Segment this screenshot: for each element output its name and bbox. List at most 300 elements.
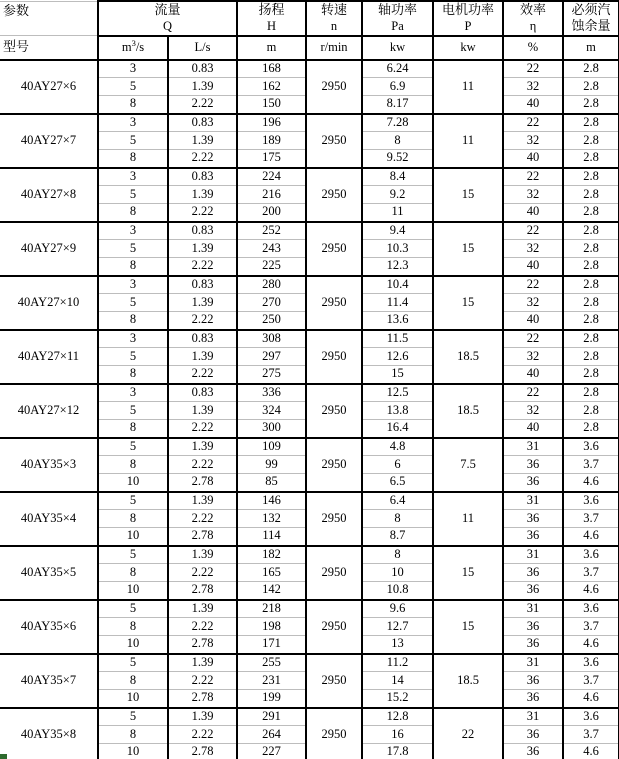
efficiency-cell: 36 [503,528,563,546]
head-cell: 324 [237,402,306,420]
shaft-power-cell: 11.2 [362,654,433,672]
head-cell: 216 [237,186,306,204]
motor-power-cell: 11 [433,60,503,114]
flow-ls-cell: 0.83 [168,60,237,78]
flow-m3s-cell: 5 [98,240,168,258]
efficiency-cell: 22 [503,222,563,240]
model-cell: 40AY35×7 [0,654,98,708]
head-cell: 150 [237,96,306,114]
flow-ls-cell: 2.78 [168,582,237,600]
motor-power-cell: 18.5 [433,330,503,384]
efficiency-cell: 22 [503,168,563,186]
head-cell: 196 [237,114,306,132]
flow-ls-cell: 0.83 [168,222,237,240]
shaft-power-cell: 6.9 [362,78,433,96]
flow-m3s-cell: 5 [98,294,168,312]
shaft-power-cell: 13.8 [362,402,433,420]
npsh-label-line2: 蚀余量 [571,18,611,34]
flow-ls-cell: 2.22 [168,150,237,168]
npsh-unit-cell: m [563,36,619,60]
efficiency-cell: 36 [503,672,563,690]
shaft-power-cell: 9.2 [362,186,433,204]
npsh-cell: 2.8 [563,204,619,222]
efficiency-cell: 32 [503,402,563,420]
flow-m3s-cell: 5 [98,186,168,204]
shaft-power-cell: 12.5 [362,384,433,402]
motor-power-cell: 18.5 [433,654,503,708]
flow-m3s-cell: 8 [98,618,168,636]
efficiency-cell: 32 [503,240,563,258]
speed-symbol: n [330,18,338,33]
npsh-cell: 2.8 [563,294,619,312]
flow-m3s-cell: 10 [98,690,168,708]
flow-m3s-cell: 8 [98,564,168,582]
npsh-label-line1: 必须汽 [571,2,611,17]
flow-m3s-cell: 3 [98,168,168,186]
head-cell: 200 [237,204,306,222]
shaft-power-cell: 6.5 [362,474,433,492]
head-cell: 142 [237,582,306,600]
head-cell: 255 [237,654,306,672]
npsh-cell: 2.8 [563,276,619,294]
table-row [0,330,619,348]
shaft-power-cell: 6.4 [362,492,433,510]
efficiency-cell: 22 [503,114,563,132]
motor-power-cell: 18.5 [433,384,503,438]
efficiency-cell: 40 [503,150,563,168]
flow-m3s-cell: 10 [98,582,168,600]
npsh-cell: 2.8 [563,348,619,366]
flow-ls-cell: 2.22 [168,420,237,438]
flow-m3s-cell: 8 [98,204,168,222]
flow-m3s-unit-cell: $m^3/s$ [98,36,168,60]
model-cell: 40AY27×11 [0,330,98,384]
flow-ls-cell: 0.83 [168,330,237,348]
shaft-power-cell: 15 [362,366,433,384]
flow-ls-cell: 0.83 [168,168,237,186]
head-cell: 132 [237,510,306,528]
flow-m3s-cell: 8 [98,420,168,438]
flow-ls-cell: 1.39 [168,438,237,456]
efficiency-cell: 31 [503,708,563,726]
flow-m3s-cell: 8 [98,456,168,474]
speed-cell: 2950 [306,600,362,654]
efficiency-cell: 22 [503,276,563,294]
head-cell: 99 [237,456,306,474]
efficiency-cell: 31 [503,492,563,510]
flow-ls-cell: 1.39 [168,240,237,258]
head-cell: 231 [237,672,306,690]
head-cell: 308 [237,330,306,348]
shaft-power-cell: 10.4 [362,276,433,294]
model-cell: 40AY35×8 [0,708,98,759]
model-cell: 40AY35×3 [0,438,98,492]
flow-ls-cell: 2.22 [168,456,237,474]
efficiency-cell: 40 [503,258,563,276]
motor-power-cell: 11 [433,492,503,546]
efficiency-cell: 22 [503,330,563,348]
shaft-power-cell: 10.3 [362,240,433,258]
shaft-power-cell: 8.4 [362,168,433,186]
efficiency-cell: 31 [503,438,563,456]
flow-m3s-cell: 5 [98,402,168,420]
npsh-cell: 2.8 [563,78,619,96]
model-cell: 40AY27×12 [0,384,98,438]
table-row [0,600,619,618]
npsh-cell: 3.6 [563,438,619,456]
flow-ls-cell: 2.22 [168,96,237,114]
efficiency-cell: 36 [503,636,563,654]
shaft-power-cell: 8.7 [362,528,433,546]
flow-m3s-cell: 10 [98,636,168,654]
head-header-cell [237,1,306,36]
npsh-header-cell [563,1,619,36]
flow-m3s-cell: 5 [98,492,168,510]
flow-ls-cell: 1.39 [168,546,237,564]
flow-label: 流量 [154,2,181,18]
model-cell: 40AY27×8 [0,168,98,222]
npsh-cell: 2.8 [563,168,619,186]
motor-power-cell: 15 [433,276,503,330]
corner-artifact [0,754,7,759]
model-cell: 40AY35×5 [0,546,98,600]
npsh-cell: 4.6 [563,636,619,654]
npsh-cell: 3.7 [563,726,619,744]
shaft-power-cell: 14 [362,672,433,690]
speed-cell: 2950 [306,222,362,276]
head-cell: 162 [237,78,306,96]
shaft-power-cell: 6.24 [362,60,433,78]
flow-m3s-cell: 10 [98,528,168,546]
flow-ls-cell: 2.78 [168,744,237,759]
motor-power-header-cell [433,1,503,36]
flow-ls-cell: 0.83 [168,276,237,294]
efficiency-cell: 36 [503,474,563,492]
head-cell: 275 [237,366,306,384]
motor-power-unit-cell: kw [433,36,503,60]
motor-power-cell: 7.5 [433,438,503,492]
flow-m3s-cell: 3 [98,384,168,402]
head-cell: 198 [237,618,306,636]
flow-m3s-cell: 8 [98,96,168,114]
flow-ls-cell: 1.39 [168,132,237,150]
head-cell: 264 [237,726,306,744]
shaft-power-unit-cell: kw [362,36,433,60]
shaft-power-cell: 13.6 [362,312,433,330]
flow-ls-cell: 1.39 [168,186,237,204]
speed-cell: 2950 [306,708,362,759]
shaft-power-cell: 8 [362,132,433,150]
npsh-cell: 4.6 [563,528,619,546]
head-cell: 280 [237,276,306,294]
efficiency-cell: 36 [503,744,563,759]
speed-cell: 2950 [306,438,362,492]
npsh-cell: 3.7 [563,456,619,474]
speed-cell: 2950 [306,60,362,114]
head-cell: 175 [237,150,306,168]
flow-ls-cell: 0.83 [168,114,237,132]
npsh-cell: 3.7 [563,672,619,690]
speed-header-cell [306,1,362,36]
speed-cell: 2950 [306,276,362,330]
head-cell: 182 [237,546,306,564]
table-row [0,384,619,402]
flow-m3s-cell: 5 [98,546,168,564]
flow-ls-cell: 2.78 [168,690,237,708]
flow-ls-cell: 2.78 [168,636,237,654]
speed-cell: 2950 [306,168,362,222]
shaft-power-cell: 4.8 [362,438,433,456]
head-cell: 114 [237,528,306,546]
flow-ls-cell: 2.22 [168,258,237,276]
npsh-cell: 3.7 [563,510,619,528]
efficiency-cell: 31 [503,600,563,618]
npsh-cell: 2.8 [563,420,619,438]
head-cell: 300 [237,420,306,438]
flow-m3s-cell: 5 [98,438,168,456]
flow-ls-cell: 1.39 [168,294,237,312]
flow-ls-cell: 2.22 [168,204,237,222]
flow-m3s-cell: 5 [98,708,168,726]
efficiency-cell: 22 [503,60,563,78]
head-cell: 224 [237,168,306,186]
table-row [0,438,619,456]
shaft-power-cell: 7.28 [362,114,433,132]
efficiency-cell: 40 [503,420,563,438]
param-header-cell: 参数 [0,1,98,36]
efficiency-cell: 36 [503,510,563,528]
flow-m3s-cell: 10 [98,744,168,759]
flow-m3s-cell: 8 [98,312,168,330]
shaft-power-cell: 15.2 [362,690,433,708]
flow-m3s-cell: 5 [98,600,168,618]
flow-m3s-cell: 8 [98,258,168,276]
head-cell: 291 [237,708,306,726]
npsh-cell: 2.8 [563,240,619,258]
flow-ls-cell: 0.83 [168,384,237,402]
flow-m3s-cell: 5 [98,78,168,96]
npsh-cell: 4.6 [563,582,619,600]
table-row [0,546,619,564]
npsh-cell: 2.8 [563,258,619,276]
header-row-labels [0,1,619,36]
flow-ls-cell: 1.39 [168,78,237,96]
efficiency-cell: 36 [503,456,563,474]
shaft-power-symbol: Pa [391,18,404,33]
flow-ls-cell: 2.22 [168,726,237,744]
efficiency-cell: 40 [503,366,563,384]
npsh-cell: 2.8 [563,222,619,240]
flow-ls-cell: 1.39 [168,708,237,726]
head-symbol: H [267,18,277,33]
speed-cell: 2950 [306,654,362,708]
efficiency-cell: 32 [503,78,563,96]
shaft-power-cell: 12.7 [362,618,433,636]
efficiency-unit-cell: % [503,36,563,60]
table-row [0,708,619,726]
speed-cell: 2950 [306,114,362,168]
header-row-units [0,36,619,60]
motor-power-cell: 15 [433,222,503,276]
npsh-cell: 2.8 [563,366,619,384]
table-row [0,276,619,294]
flow-ls-cell: 1.39 [168,348,237,366]
flow-ls-cell: 1.39 [168,402,237,420]
efficiency-cell: 40 [503,204,563,222]
motor-power-cell: 15 [433,546,503,600]
npsh-cell: 3.7 [563,618,619,636]
efficiency-header-cell [503,1,563,36]
efficiency-label: 效率 [520,2,547,18]
shaft-power-cell: 8.17 [362,96,433,114]
efficiency-cell: 32 [503,348,563,366]
flow-m3s-cell: 8 [98,672,168,690]
head-unit-cell: m [237,36,306,60]
motor-power-symbol: P [464,18,472,33]
npsh-cell: 4.6 [563,690,619,708]
flow-m3s-cell: 8 [98,510,168,528]
shaft-power-cell: 17.8 [362,744,433,759]
efficiency-cell: 36 [503,618,563,636]
motor-power-cell: 11 [433,114,503,168]
efficiency-cell: 32 [503,132,563,150]
flow-m3s-cell: 10 [98,474,168,492]
flow-header-cell [98,1,237,36]
shaft-power-label: 轴功率 [378,2,418,18]
npsh-cell: 3.6 [563,546,619,564]
flow-m3s-cell: 8 [98,150,168,168]
head-cell: 225 [237,258,306,276]
speed-cell: 2950 [306,330,362,384]
motor-power-label: 电机功率 [442,2,495,18]
efficiency-cell: 31 [503,654,563,672]
head-cell: 168 [237,60,306,78]
efficiency-symbol: η [529,18,537,33]
npsh-cell: 2.8 [563,114,619,132]
shaft-power-cell: 10.8 [362,582,433,600]
npsh-cell: 4.6 [563,474,619,492]
flow-m3s-cell: 3 [98,276,168,294]
flow-m3s-cell: 5 [98,348,168,366]
head-cell: 297 [237,348,306,366]
efficiency-cell: 40 [503,96,563,114]
shaft-power-cell: 12.3 [362,258,433,276]
flow-ls-cell: 2.22 [168,366,237,384]
head-cell: 227 [237,744,306,759]
flow-ls-cell: 2.22 [168,510,237,528]
head-cell: 252 [237,222,306,240]
model-cell: 40AY27×6 [0,60,98,114]
head-label: 扬程 [258,2,285,18]
efficiency-cell: 36 [503,564,563,582]
efficiency-cell: 40 [503,312,563,330]
npsh-cell: 3.6 [563,492,619,510]
head-cell: 109 [237,438,306,456]
efficiency-cell: 36 [503,690,563,708]
flow-m3s-cell: 5 [98,132,168,150]
head-cell: 243 [237,240,306,258]
npsh-cell: 2.8 [563,96,619,114]
flow-ls-cell: 2.78 [168,474,237,492]
efficiency-cell: 31 [503,546,563,564]
head-cell: 171 [237,636,306,654]
model-cell: 40AY35×6 [0,600,98,654]
flow-m3s-cell: 3 [98,114,168,132]
shaft-power-cell: 9.6 [362,600,433,618]
flow-ls-cell: 2.22 [168,312,237,330]
speed-unit-cell: r/min [306,36,362,60]
speed-cell: 2950 [306,384,362,438]
shaft-power-cell: 9.4 [362,222,433,240]
model-cell: 40AY35×4 [0,492,98,546]
flow-ls-cell: 1.39 [168,654,237,672]
shaft-power-cell: 9.52 [362,150,433,168]
flow-m3s-cell: 8 [98,366,168,384]
flow-ls-cell: 2.78 [168,528,237,546]
flow-m3s-cell: 5 [98,654,168,672]
flow-m3s-cell: 3 [98,60,168,78]
npsh-cell: 2.8 [563,150,619,168]
npsh-cell: 2.8 [563,132,619,150]
table-row [0,654,619,672]
model-cell: 40AY27×7 [0,114,98,168]
shaft-power-header-cell [362,1,433,36]
shaft-power-cell: 16.4 [362,420,433,438]
head-cell: 270 [237,294,306,312]
npsh-cell: 3.6 [563,708,619,726]
motor-power-cell: 22 [433,708,503,759]
npsh-cell: 3.6 [563,600,619,618]
head-cell: 250 [237,312,306,330]
head-cell: 199 [237,690,306,708]
shaft-power-cell: 11 [362,204,433,222]
head-cell: 165 [237,564,306,582]
table-body [0,60,619,759]
npsh-cell: 2.8 [563,312,619,330]
shaft-power-cell: 8 [362,546,433,564]
table-row [0,60,619,78]
flow-ls-cell: 2.22 [168,672,237,690]
shaft-power-cell: 16 [362,726,433,744]
efficiency-cell: 32 [503,186,563,204]
shaft-power-cell: 10 [362,564,433,582]
flow-ls-cell: 2.22 [168,618,237,636]
head-cell: 218 [237,600,306,618]
flow-ls-unit-cell: L/s [168,36,237,60]
shaft-power-cell: 12.6 [362,348,433,366]
head-cell: 85 [237,474,306,492]
npsh-cell: 4.6 [563,744,619,759]
npsh-cell: 2.8 [563,60,619,78]
flow-ls-cell: 1.39 [168,492,237,510]
speed-label: 转速 [321,2,348,18]
flow-m3s-cell: 3 [98,222,168,240]
head-cell: 146 [237,492,306,510]
npsh-cell: 2.8 [563,402,619,420]
efficiency-cell: 36 [503,582,563,600]
shaft-power-cell: 6 [362,456,433,474]
flow-m3s-cell: 3 [98,330,168,348]
speed-cell: 2950 [306,546,362,600]
flow-ls-cell: 2.22 [168,564,237,582]
npsh-cell: 3.7 [563,564,619,582]
model-cell: 40AY27×9 [0,222,98,276]
flow-ls-cell: 1.39 [168,600,237,618]
flow-m3s-cell: 8 [98,726,168,744]
shaft-power-cell: 12.8 [362,708,433,726]
model-header-cell: 型号 [0,36,98,60]
head-cell: 189 [237,132,306,150]
